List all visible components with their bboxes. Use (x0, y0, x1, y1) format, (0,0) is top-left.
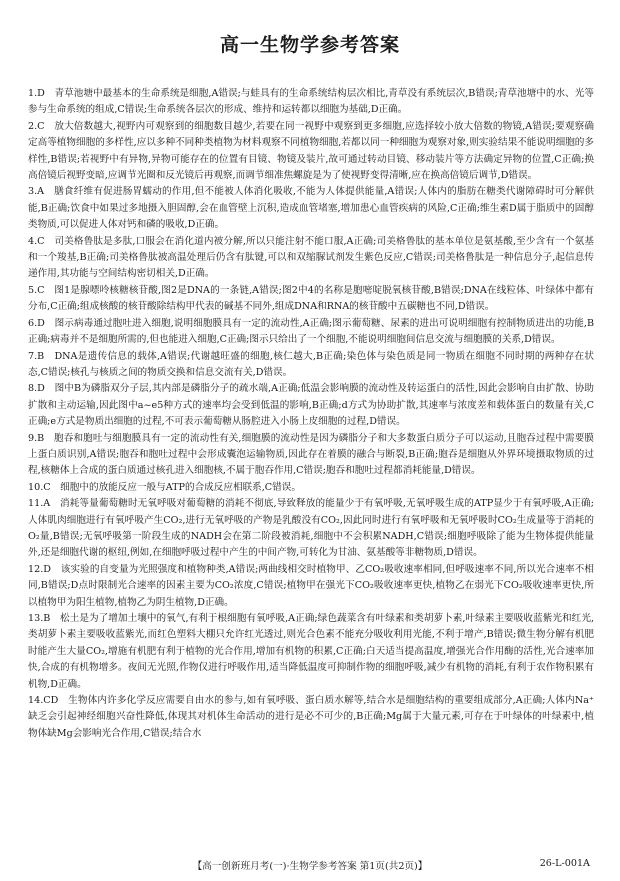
answer-item: 8.D 图中B为磷脂双分子层,其内部是磷脂分子的疏水端,A正确;低温会影响膜的流动性及转运蛋白的活性,因此会影响自由扩散、协助扩散和主动运输,因此图中a~e5种方式的速率均会受到低温的影响,B正确;d方式为协助扩散,其速率与浓度差和载体蛋白的数量有关,C正确;e方式是物质出细胞的过程,不可表示葡萄糖从肠腔进入小肠上皮细胞的过程,D错误。 (28, 383, 594, 428)
answer-item: 11.A 消耗等量葡萄糖时无氧呼吸对葡萄糖的消耗不彻底,导致释放的能量少于有氧呼吸,无氧呼吸生成的ATP显少于有氧呼吸,A正确;人体肌肉细胞进行有氧呼吸产生CO₂,进行无氧呼吸的产物是乳酸没有CO₂,因此同时进行有氧呼吸和无氧呼吸时CO₂生成量等于消耗的O₂量,B错误;无氧呼吸第一阶段生成的NADH会在第二阶段被消耗,细胞中不会积累NADH,C错误;细胞呼吸除了能为生物体提供能量外,还是细胞代谢的枢纽,例如,在细胞呼吸过程中产生的中间产物,可转化为甘油、氨基酸等非糖物质,D错误。 (28, 498, 594, 559)
answer-item: 2.C 放大倍数越大,视野内可观察到的细胞数目越少,若要在同一视野中观察到更多细胞,应选择较小放大倍数的物镜,A错误;要观察确定高等植物细胞的多样性,应以多种不同种类植物为材料观察不同植物细胞,若都以同一种细胞为观察对象,则实验结果不能说明细胞的多样性,B错误;若视野中有异物,异物可能存在的位置有目镜、物镜及装片,故可通过转动目镜、移动装片等方法确定异物的位置,C正确;换高倍镜后视野变暗,应调节光圈和反光镜后再观察,而调节细准焦螺旋是为了使视野变得清晰,应在换高倍镜后调节,D错误。 (28, 120, 594, 182)
footer-code: 26-L-001A (539, 858, 590, 869)
answer-item: 12.D 该实验的自变量为光照强度和植物种类,A错误;两曲线相交时植物甲、乙CO₂吸收速率相同,但呼吸速率不同,所以光合速率不相同,B错误;D点时限制光合速率的因素主要为CO₂浓度,C错误;植物甲在强光下CO₂吸收速率更快,植物乙在弱光下CO₂吸收速率更快,所以植物甲为阳生植物,植物乙为阴生植物,D正确。 (28, 563, 594, 608)
answer-item: 1.D 青草池塘中最基本的生命系统是细胞,A错误;与蛙具有的生命系统结构层次相比,青草没有系统层次,B错误;青草池塘中的水、光等参与生命系统的组成,C错误;生命系统各层次的形成、维持和运转都以细胞为基础,D正确。 (28, 88, 594, 116)
answer-item: 4.C 司美格鲁肽是多肽,口服会在消化道内被分解,所以只能注射不能口服,A正确;司美格鲁肽的基本单位是氨基酸,至少含有一个氨基和一个羧基,B正确;司美格鲁肽被高温处理后仍含有肽键,可以和双缩脲试剂发生紫色反应,C错误;司美格鲁肽是一种信息分子,起信息传递作用,其功能与空间结构密切相关,D正确。 (28, 235, 594, 280)
answer-item: 5.C 图1是腺嘌呤核糖核苷酸,图2是DNA的一条链,A错误;图2中4的名称是胞嘧啶脱氧核苷酸,B错误;DNA在线粒体、叶绿体中都有分布,C正确;组成核酸的核苷酸除结构甲代表的碱基不同外,组成DNA和RNA的核苷酸中五碳糖也不同,D错误。 (28, 284, 594, 313)
answer-item: 14.CD 生物体内许多化学反应需要自由水的参与,如有氧呼吸、蛋白质水解等,结合水是细胞结构的重要组成部分,A正确;人体内Na⁺缺乏会引起神经细胞兴奋性降低,体现其对机体生命活动的进行是必不可少的,B正确;Mg属于大量元素,可存在于叶绿体的叶绿素中,植物体缺Mg会影响光合作用,C错误;结合水 (28, 695, 594, 739)
page-title: 高一生物学参考答案 (219, 34, 400, 56)
answer-item: 7.B DNA是遗传信息的载体,A错误;代谢越旺盛的细胞,核仁越大,B正确;染色体与染色质是同一物质在细胞不同时期的两种存在状态,C错误;核孔与核质之间的物质交换和信息交流有关,D错误。 (28, 350, 594, 378)
answer-list (28, 86, 594, 852)
answer-item: 10.C 细胞中的放能反应一般与ATP的合成反应相联系,C错误。 (28, 481, 301, 493)
footer-text: 【高一创新班月考(一)·生物学参考答案 第1页(共2页)】 (192, 861, 428, 872)
answer-item: 9.B 胞吞和胞吐与细胞膜具有一定的流动性有关,细胞膜的流动性是因为磷脂分子和大多数蛋白质分子可以运动,且胞吞过程中需要膜上蛋白质识别,A错误;胞吞和胞吐过程中会形成囊泡运输物质,因此存在着膜的融合与断裂,B正确;胞吞是细胞从外界环境摄取物质的过程,核糖体上合成的蛋白质通过核孔进入细胞核,不属于胞吞作用,C错误;胞吞和胞吐过程都消耗能量,D错误。 (28, 432, 594, 477)
answer-item: 6.D 图示病毒通过胞吐进入细胞,说明细胞膜具有一定的流动性,A正确;图示葡萄糖、尿素的进出可说明细胞有控制物质进出的功能,B正确;病毒并不是细胞所需的,但也能进入细胞,C正确;图示只给出了一个细胞,不能说明细胞间信息交流与细胞膜的关系,D错误。 (28, 317, 594, 346)
answer-item: 13.B 松土是为了增加土壤中的氧气,有利于根细胞有氧呼吸,A正确;绿色蔬菜含有叶绿素和类胡萝卜素,叶绿素主要吸收蓝紫光和红光,类胡萝卜素主要吸收蓝紫光,而红色塑料大棚只允许红光透过,则光合色素不能充分吸收利用光能,不利于增产,B错误;微生物分解有机肥时能产生大量CO₂,增施有机肥有利于植物的光合作用,增加有机物的积累,C正确;白天适当提高温度,增强光合作用酶的活性,光合速率加快,合成的有机物增多。夜间无光照,作物仅进行呼吸作用,适当降低温度可抑制作物的细胞呼吸,减少有机物的消耗,有利于农作物积累有机物,D正确。 (28, 613, 594, 690)
answer-item: 3.A 膳食纤维有促进肠胃蠕动的作用,但不能被人体消化吸收,不能为人体提供能量,A错误;人体内的脂肪在糖类代谢障碍时可分解供能,B正确;饮食中如果过多地摄入胆固醇,会在血管壁上沉积,造成血管堵塞,增加患心血管疾病的风险,C正确;维生素D属于脂质中的固醇类物质,可以促进人体对钙和磷的吸收,D正确。 (28, 186, 594, 231)
